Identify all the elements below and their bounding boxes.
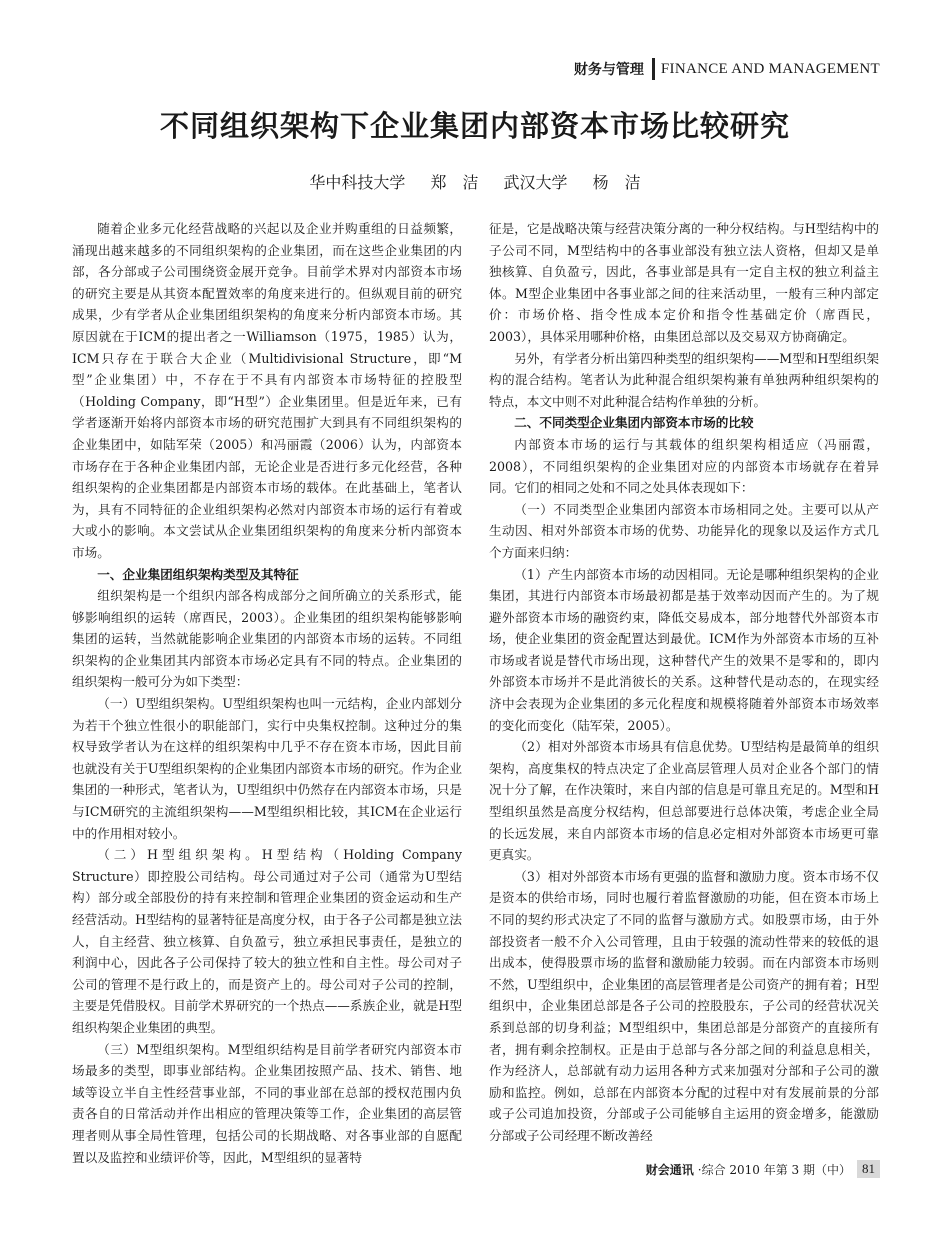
body-paragraph: （一）不同类型企业集团内部资本市场相同之处。主要可以从产生动因、相对外部资本市场的优势、功能异化的现象以及运作方式几个方面来归纳：	[489, 501, 879, 560]
section-heading: 一、企业集团组织架构类型及其特征	[97, 566, 299, 582]
issue-info: ·综合 2010 年第 3 期（中）	[697, 1162, 851, 1177]
author-1: 郑 洁	[430, 173, 479, 192]
body-paragraph: （一）U型组织架构。U型组织架构也叫一元结构，企业内部划分为若干个独立性很小的职能部门，实行中央集权控制。这种过分的集权导致学者认为在这样的组织架构中几乎不存在资本市场，因此目前也就没有关于U型组织架构的企业集团内部资本市场的研究。作为企业集团的一种形式，笔者认为，U型组织中仍然存在内部资本市场，只是与ICM研究的主流组织架构——M型组织相比较，其ICM在企业运行中的作用相对较小。	[72, 696, 462, 841]
section-header	[574, 58, 880, 80]
body-paragraph: （2）相对外部资本市场具有信息优势。U型结构是最简单的组织架构，高度集权的特点决定了企业高层管理人员对企业各个部门的情况十分了解，在作决策时，来自内部的信息是可靠且充足的。M型和H型组织虽然是高度分权结构，但总部要进行总体决策，考虑企业全局的长远发展，来自内部资本市场的信息必定相对外部资本市场更可靠更真实。	[489, 739, 879, 863]
body-paragraph: （1）产生内部资本市场的动因相同。无论是哪种组织架构的企业集团，其进行内部资本市场最初都是基于效率动因而产生的。为了规避外部资本市场的融资约束，降低交易成本，部分地替代外部资本市场，使企业集团的资金配置达到最优。ICM作为外部资本市场的互补市场或者说是替代市场出现，这种替代产生的效果不是零和的，即内外部资本市场并不是此消彼长的关系。这种替代是动态的，在现实经济中会表现为企业集团的多元化程度和规模将随着外部资本市场效率的变化而变化（陆军荣，2005）。	[489, 566, 879, 733]
section-name-en: FINANCE AND MANAGEMENT	[660, 60, 880, 77]
body-paragraph: （二）H型组织架构。H型结构（Holding Company Structure）即控股公司结构。母公司通过对子公司（通常为U型结构）部分或全部股份的持有来控制和管理企业集团的资金运动和生产经营活动。H型结构的显著特征是高度分权，由于各子公司都是独立法人，自主经营、独立核算、自负盈亏，独立承担民事责任，是独立的利润中心，因此各子公司保持了较大的独立性和自主性。母公司对子公司的管理不是行政上的，而是资产上的。母公司对子公司的控制，主要是凭借股权。目前学术界研究的一个热点——系族企业，就是H型组织构架企业集团的典型。	[72, 847, 462, 1035]
affiliation-1: 华中科技大学	[309, 173, 406, 192]
body-paragraph: 另外，有学者分析出第四种类型的组织架构——M型和H型组织架构的混合结构。笔者认为此种混合组织架构兼有单独两种组织架构的特点，本文中则不对此种混合结构作单独的分析。	[489, 350, 879, 409]
body-paragraph: 内部资本市场的运行与其载体的组织架构相适应（冯丽霞，2008），不同组织架构的企业集团对应的内部资本市场就存在着异同。它们的相同之处和不同之处具体表现如下：	[489, 436, 879, 496]
section-name-cn: 财务与管理	[573, 62, 644, 78]
author-line	[0, 170, 950, 193]
body-paragraph: （3）相对外部资本市场有更强的监督和激励力度。资本市场不仅是资本的供给市场，同时也履行着监督激励的功能，但在资本市场上不同的契约形式决定了不同的监督与激励方式。如股票市场，由于外部投资者一般不介入公司管理，且由于较强的流动性带来的较低的退出成本，使得股票市场的监督和激励能力较弱。而在内部资本市场则不然，U型组织中，企业集团的高层管理者是公司资产的拥有着；H型组织中，企业集团总部是各子公司的控股股东，子公司的经营状况关系到总部的切身利益；M型组织中，集团总部是分部资产的直接所有者，拥有剩余控制权。正是由于总部与各分部之间的利益息息相关，作为经济人，总部就有动力运用各种方式来加强对分部和子公司的激励和监控。例如，总部在内部资本分配的过程中对有发展前景的分部或子公司追加投资，分部或子公司能够自主运用的资金增多，能激励分部或子公司经理不断改善经	[489, 868, 879, 1143]
author-2: 杨 洁	[592, 173, 641, 192]
article-title: 不同组织架构下企业集团内部资本市场比较研究	[159, 109, 790, 143]
journal-name: 财会通讯	[645, 1162, 694, 1177]
body-paragraph: 征是，它是战略决策与经营决策分离的一种分权结构。与H型结构中的子公司不同，M型结构中的各事业部没有独立法人资格，但却又是单独核算、自负盈亏，因此，各事业部是具有一定自主权的独立利益主体。M型企业集团中各事业部之间的往来活动里，一般有三种内部定价：市场价格、指令性成本定价和指令性基础定价（席酉民，2003），具体采用哪种价格，由集团总部以及交易双方协商确定。	[489, 221, 879, 344]
affiliation-2: 武汉大学	[503, 173, 568, 192]
page-footer	[646, 1160, 880, 1178]
page-number: 81	[857, 1160, 880, 1178]
body-paragraph: 组织架构是一个组织内部各构成部分之间所确立的关系形式，能够影响组织的运转（席酉民，2003）。企业集团的组织架构能够影响集团的运转，当然就能影响企业集团的内部资本市场的运转。不同组织架构的企业集团其内部资本市场必定具有不同的特点。企业集团的组织架构一般可分为如下类型：	[72, 588, 462, 690]
section-heading: 二、不同类型企业集团内部资本市场的比较	[514, 415, 754, 431]
body-paragraph: 随着企业多元化经营战略的兴起以及企业并购重组的日益频繁，涌现出越来越多的不同组织架构的企业集团，而在这些企业集团的内部，各分部或子公司围绕资金展开竞争。目前学术界对内部资本市场的研究主要是从其资本配置效率的角度来进行的。但纵观目前的研究成果，少有学者从企业集团组织架构的角度来分析内部资本市场。其原因就在于ICM的提出者之一Williamson（1975，1985）认为，ICM只存在于联合大企业（Multidivisional Structure，即“M型”企业集团）中，不存在于不具有内部资本市场特征的控股型（Holding Company，即“H型”）企业集团里。但是近年来，已有学者逐渐开始将内部资本市场的研究范围扩大到具有不同组织架构的企业集团中，如陆军荣（2005）和冯丽霞（2006）认为，内部资本市场存在于各种企业集团内部，无论企业是否进行多元化经营，各种组织架构的企业集团都是内部资本市场的载体。在此基础上，笔者认为，具有不同特征的企业组织架构必然对内部资本市场的运行有着或大或小的影响。本文尝试从企业集团组织架构的角度来分析内部资本市场。	[72, 221, 462, 560]
left-column	[72, 218, 462, 1165]
right-column	[489, 218, 879, 1143]
header-divider	[652, 58, 655, 80]
body-paragraph: （三）M型组织架构。M型组织结构是目前学者研究内部资本市场最多的类型，即事业部结构。企业集团按照产品、技术、销售、地域等设立半自主性经营事业部，不同的事业部在总部的授权范围内负责各自的日常活动并作出相应的管理决策等工作，企业集团的高层管理者则从事全局性管理，包括公司的长期战略、对各事业部的自愿配置以及监控和业绩评价等，因此，M型组织的显著特	[72, 1041, 462, 1165]
